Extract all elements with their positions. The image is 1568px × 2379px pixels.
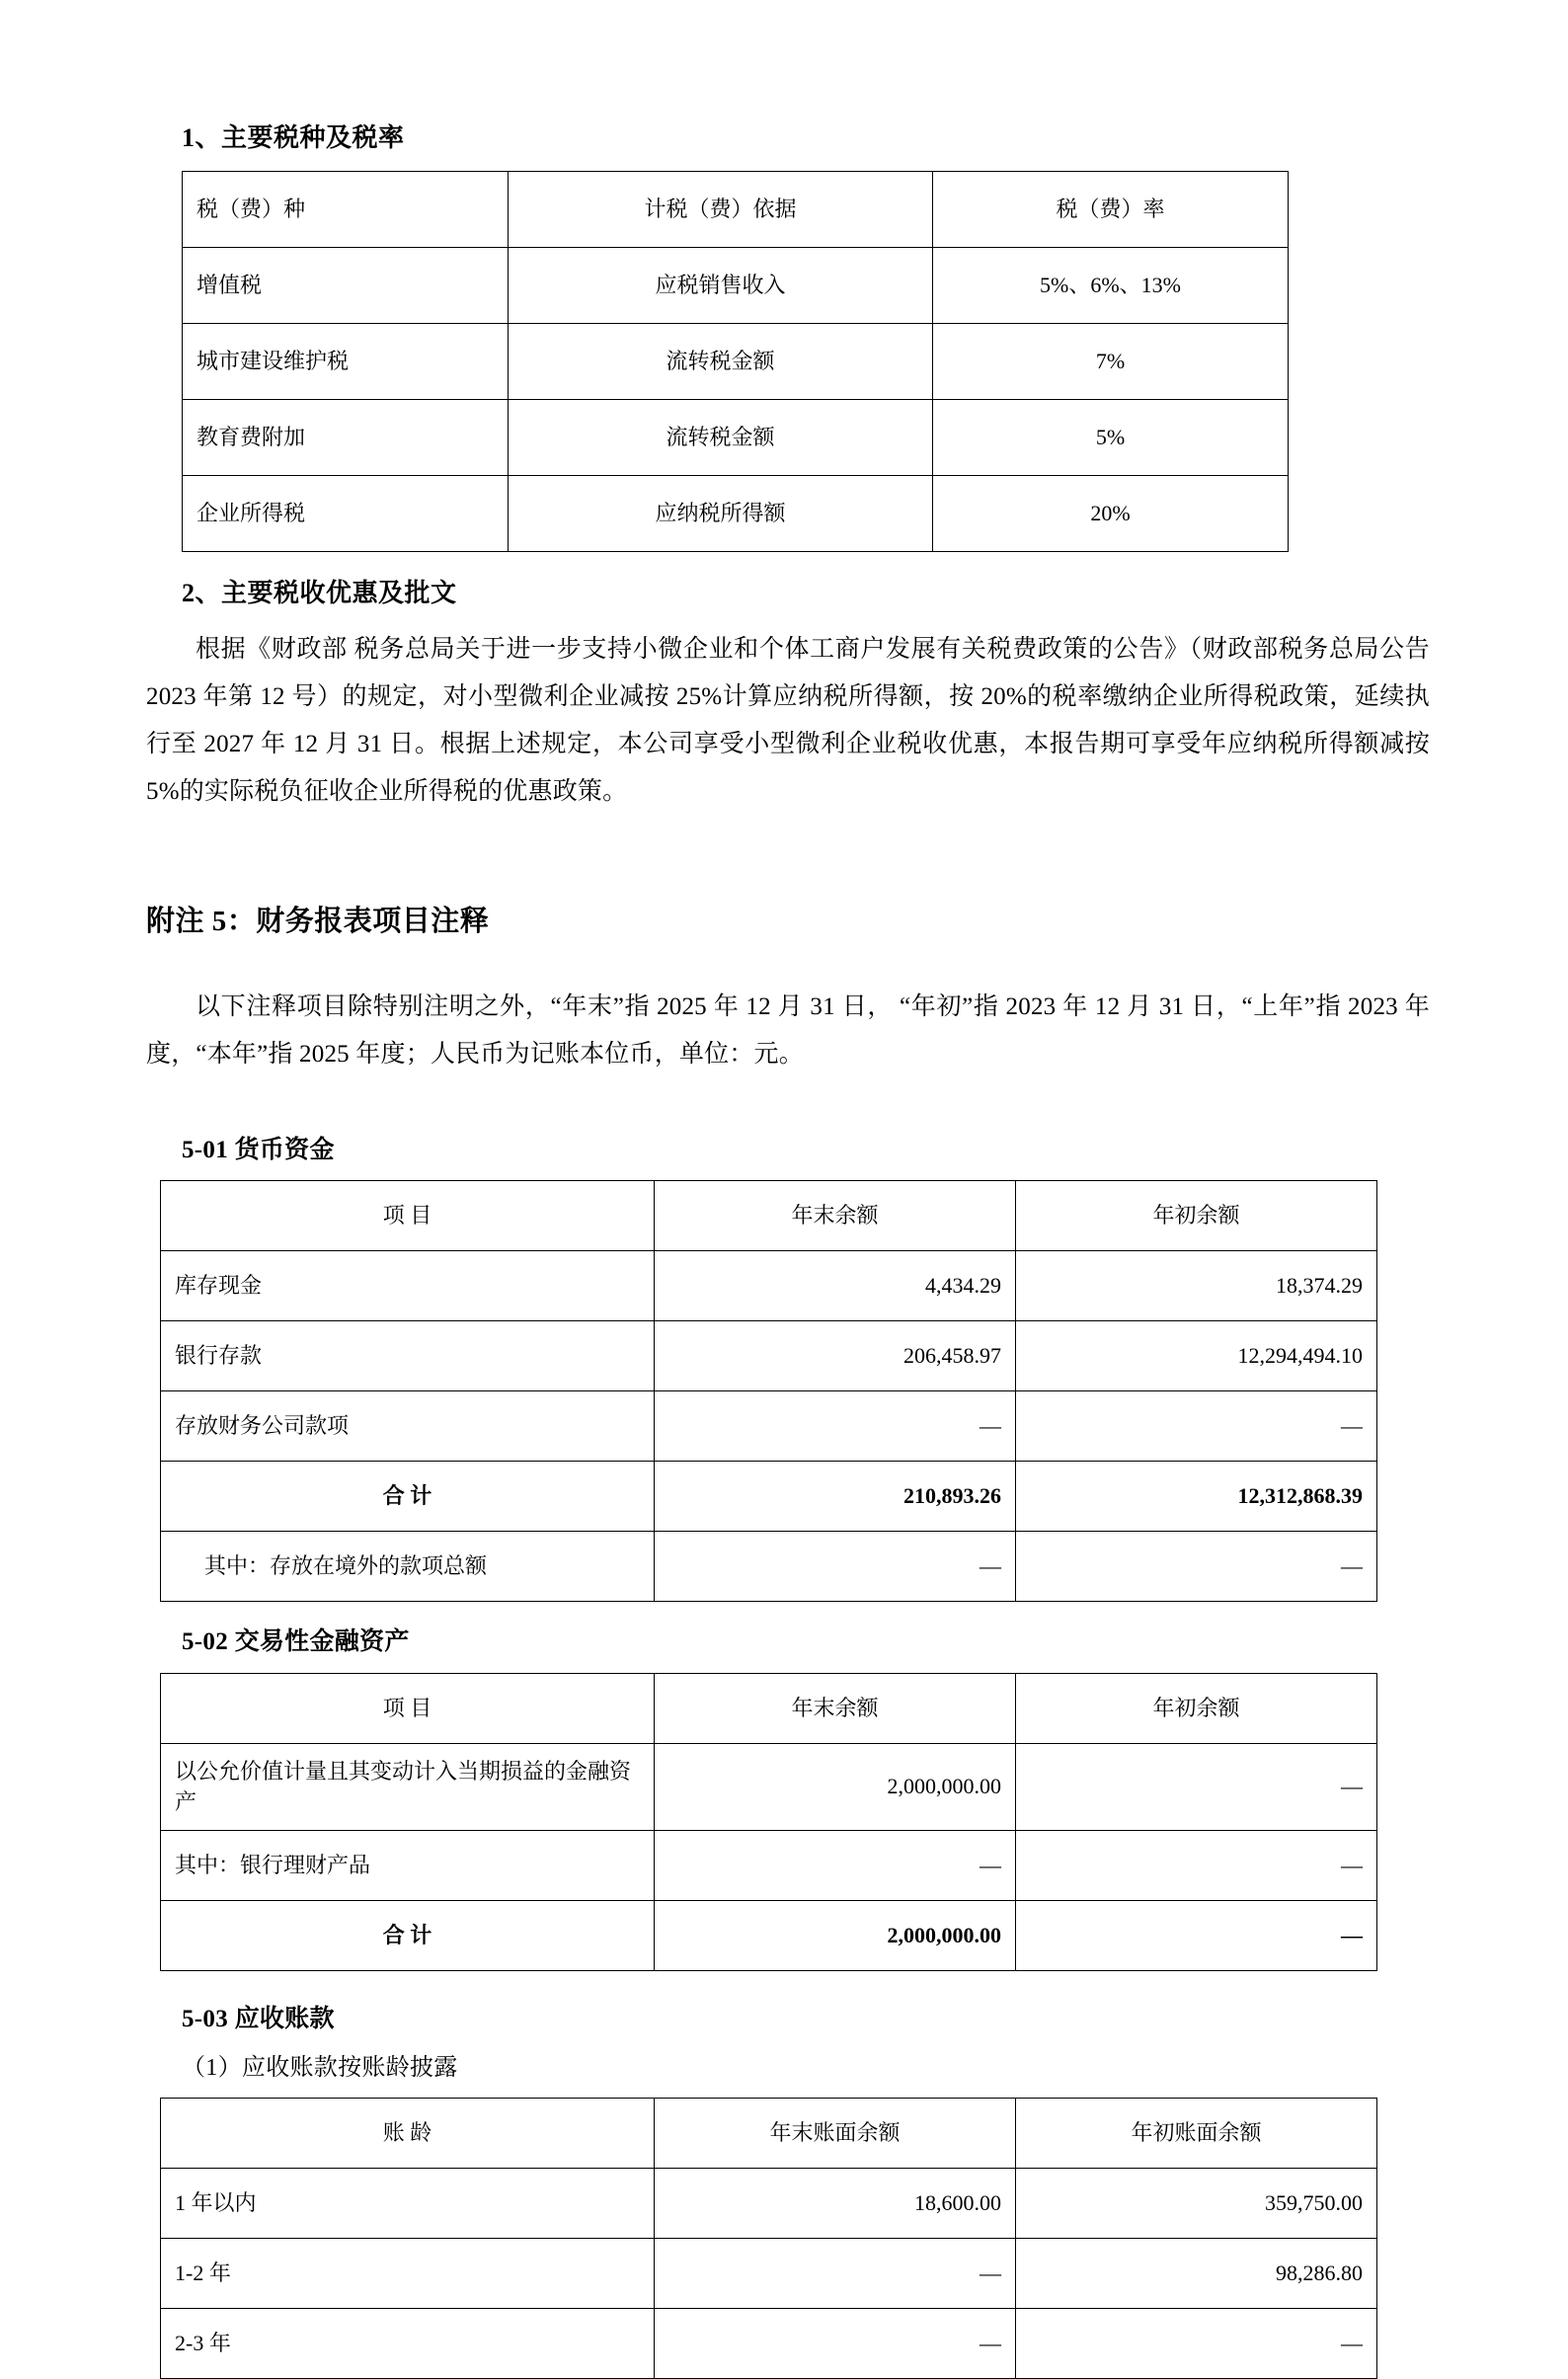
cell-beginning-book-balance: 359,750.00: [1016, 2168, 1377, 2238]
column-header-ending-book-balance: 年末账面余额: [655, 2098, 1016, 2168]
column-header-aging: 账 龄: [161, 2098, 655, 2168]
table-row: [161, 1321, 1377, 1391]
cell-tax-type: 增值税: [183, 248, 509, 324]
cell-ending-balance: 4,434.29: [655, 1251, 1016, 1321]
cell-item: 存放财务公司款项: [161, 1391, 655, 1462]
table-row: [183, 400, 1289, 476]
cell-aging: 1-2 年: [161, 2238, 655, 2308]
cell-beginning-balance: 12,294,494.10: [1016, 1321, 1377, 1391]
table-row: [161, 1743, 1377, 1831]
cell-ending-book-balance: 18,600.00: [655, 2168, 1016, 2238]
cell-aging: 2-3 年: [161, 2308, 655, 2378]
cell-item: 以公允价值计量且其变动计入当期损益的金融资产: [161, 1743, 655, 1831]
table-row: [161, 1831, 1377, 1901]
cell-item: 其中：银行理财产品: [161, 1831, 655, 1901]
table-row: [161, 2308, 1377, 2378]
trading-financial-assets-table: [160, 1673, 1377, 1972]
table-row: [161, 1391, 1377, 1462]
column-header-ending-balance: 年末余额: [655, 1673, 1016, 1743]
column-header-tax-basis: 计税（费）依据: [509, 172, 933, 248]
cell-beginning-balance-total: —: [1016, 1901, 1377, 1971]
cell-tax-basis: 流转税金额: [509, 400, 933, 476]
cell-item: 银行存款: [161, 1321, 655, 1391]
column-header-ending-balance: 年末余额: [655, 1181, 1016, 1251]
cell-ending-balance: 2,000,000.00: [655, 1743, 1016, 1831]
cell-ending-book-balance: —: [655, 2308, 1016, 2378]
cell-ending-balance-total: 210,893.26: [655, 1462, 1016, 1532]
cell-ending-balance: —: [655, 1831, 1016, 1901]
cell-ending-balance-total: 2,000,000.00: [655, 1901, 1016, 1971]
tax-rate-table: [182, 171, 1289, 552]
cell-beginning-balance: —: [1016, 1532, 1377, 1602]
cell-beginning-balance: 18,374.29: [1016, 1251, 1377, 1321]
cell-beginning-book-balance: 98,286.80: [1016, 2238, 1377, 2308]
table-row: [161, 2238, 1377, 2308]
cell-item-total: 合 计: [161, 1901, 655, 1971]
cell-tax-type: 企业所得税: [183, 476, 509, 552]
paragraph-tax-benefits: 根据《财政部 税务总局关于进一步支持小微企业和个体工商户发展有关税费政策的公告》（财政部税务总局公告 2023 年第 12 号）的规定，对小型微利企业减按 25%计算应纳税所得额，按 20%的税率缴纳企业所得税政策，延续执行至 2027 年 12 月 31 日。根据上述规定，本公司享受小型微利企业税收优惠，本报告期可享受年应纳税所得额减按 5%的实际税负征收企业所得税的优惠政策。: [146, 636, 1430, 805]
column-header-tax-type: 税（费）种: [183, 172, 509, 248]
heading-tax-types: 1、主要税种及税率: [182, 123, 405, 152]
cell-ending-balance: 206,458.97: [655, 1321, 1016, 1391]
cell-beginning-balance-total: 12,312,868.39: [1016, 1462, 1377, 1532]
cell-tax-basis: 流转税金额: [509, 324, 933, 400]
cell-tax-rate: 5%、6%、13%: [933, 248, 1289, 324]
heading-5-03: 5-03 应收账款: [182, 2006, 335, 2033]
table-row: [183, 248, 1289, 324]
heading-tax-benefits: 2、主要税收优惠及批文: [182, 579, 457, 607]
cell-tax-rate: 7%: [933, 324, 1289, 400]
table-row-total: [161, 1462, 1377, 1532]
cell-aging: 1 年以内: [161, 2168, 655, 2238]
cell-tax-type: 城市建设维护税: [183, 324, 509, 400]
accounts-receivable-aging-table: [160, 2098, 1377, 2379]
cell-item: 库存现金: [161, 1251, 655, 1321]
table-header-row: [183, 172, 1289, 248]
cell-beginning-balance: —: [1016, 1391, 1377, 1462]
table-header-row: [161, 2098, 1377, 2168]
cell-beginning-balance: —: [1016, 1831, 1377, 1901]
table-row-total: [161, 1901, 1377, 1971]
column-header-item: 项 目: [161, 1673, 655, 1743]
table-row: [183, 324, 1289, 400]
cell-ending-balance: —: [655, 1532, 1016, 1602]
cell-beginning-book-balance: —: [1016, 2308, 1377, 2378]
column-header-beginning-balance: 年初余额: [1016, 1673, 1377, 1743]
cell-tax-basis: 应税销售收入: [509, 248, 933, 324]
heading-5-03-1: （1）应收账款按账龄披露: [182, 2054, 458, 2081]
column-header-item: 项 目: [161, 1181, 655, 1251]
cell-ending-book-balance: —: [655, 2238, 1016, 2308]
cell-tax-basis: 应纳税所得额: [509, 476, 933, 552]
cell-tax-rate: 20%: [933, 476, 1289, 552]
cell-item: 其中：存放在境外的款项总额: [161, 1532, 655, 1602]
table-row: [161, 2168, 1377, 2238]
cell-ending-balance: —: [655, 1391, 1016, 1462]
table-row: [183, 476, 1289, 552]
page-content: [146, 119, 1430, 2379]
table-row: [161, 1532, 1377, 1602]
cell-beginning-balance: —: [1016, 1743, 1377, 1831]
column-header-tax-rate: 税（费）率: [933, 172, 1289, 248]
heading-5-02: 5-02 交易性金融资产: [182, 1628, 410, 1655]
paragraph-note-5-intro: 以下注释项目除特别注明之外，“年末”指 2025 年 12 月 31 日， “年初”指 2023 年 12 月 31 日，“上年”指 2023 年度，“本年”指 2025 年度；人民币为记账本位币，单位：元。: [146, 992, 1430, 1068]
table-row: [161, 1251, 1377, 1321]
cell-tax-rate: 5%: [933, 400, 1289, 476]
column-header-beginning-balance: 年初余额: [1016, 1181, 1377, 1251]
column-header-beginning-book-balance: 年初账面余额: [1016, 2098, 1377, 2168]
table-header-row: [161, 1181, 1377, 1251]
cell-tax-type: 教育费附加: [183, 400, 509, 476]
heading-5-01: 5-01 货币资金: [182, 1136, 335, 1163]
heading-note-5: 附注 5：财务报表项目注释: [146, 906, 490, 937]
cell-item-total: 合 计: [161, 1462, 655, 1532]
table-header-row: [161, 1673, 1377, 1743]
monetary-funds-table: [160, 1180, 1377, 1602]
